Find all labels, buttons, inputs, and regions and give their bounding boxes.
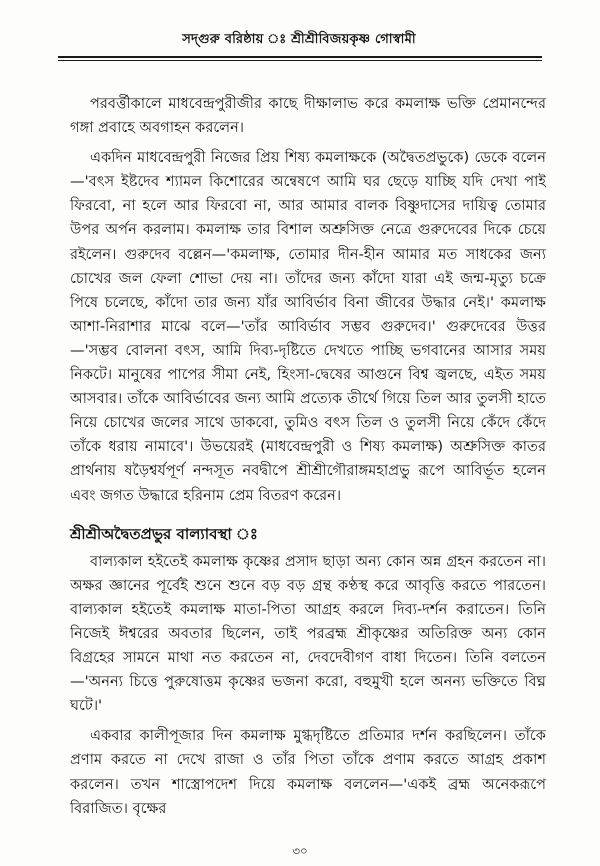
header-rule-thin xyxy=(58,60,542,61)
section-heading: শ্রীশ্রীঅদ্বৈতপ্রভুর বাল্যাবস্থা ঃ xyxy=(70,524,258,543)
page-number: ৩০ xyxy=(292,844,308,858)
page-body xyxy=(70,92,546,827)
header-rule xyxy=(58,56,542,58)
paragraph-1: পরবর্ত্তীকালে মাধবেন্দ্রপুরীজীর কাছে দীক্ষালাভ করে কমলাক্ষ ভক্তি প্রেমানন্দের গঙ্গা প্রবাহে অবগাহন করলেন। xyxy=(70,95,546,137)
running-header: সদ্গুরু বরিষ্ঠায় ঃ শ্রীশ্রীবিজয়কৃষ্ণ গোস্বামী xyxy=(182,32,416,47)
paragraph-4: একবার কালীপূজার দিন কমলাক্ষ মুগ্ধদৃষ্টিতে প্রতিমার দর্শন করছিলেন। তাঁকে প্রণাম করতে না দেখে রাজা ও তাঁর পিতা তাঁকে প্রণাম করতে আগ্রহ প্রকাশ করলেন। তখন শাস্ত্রোপদেশ দিয়ে কমলাক্ষ বললেন—'একই ব্রহ্ম অনেকরূপে বিরাজিত। বৃক্ষের xyxy=(70,727,546,817)
paragraph-2: একদিন মাধবেন্দ্রপুরী নিজের প্রিয় শিষ্য কমলাক্ষকে (অদ্বৈতপ্রভুকে) ডেকে বলেন—'বৎস ইষ্টদেব শ্যামল কিশোরের অন্বেষণে আমি ঘর ছেড়ে যাচ্ছি যদি দেখা পাই ফিরবো, না হলে আর ফিরবো না, আর আমার বালক বিষ্ণুদাসের দায়িত্ব তোমার উপর অর্পন করলাম। কমলাক্ষ তার বিশাল অশ্রুসিক্ত নেত্রে গুরুদেবের দিকে চেয়ে রইলেন। গুরুদেব বল্লেন—'কমলাক্ষ, তোমার দীন-হীন আমার মত সাধকের জন্য চোখের জল ফেলা শোভা দেয় না। তাঁদের জন্য কাঁদো যারা এই জন্ম-মৃত্যু চক্রে পিষে চলেছে, কাঁদো তার জন্য যাঁর আবির্ভাব বিনা জীবের উদ্ধার নেই।' কমলাক্ষ আশা-নিরাশার মাঝে বলে—'তাঁর আবির্ভাব সম্ভব গুরুদেব।' গুরুদেবের উত্তর—'সম্ভব বোলনা বৎস, আমি দিব্য-দৃষ্টিতে দেখতে পাচ্ছি ভগবানের আসার সময় নিকটে। মানুষের পাপের সীমা নেই, হিংসা-দ্বেষের আগুনে বিশ্ব জ্বলছে, এইত সময় আসবার। তাঁকে আবির্ভাবের জন্য আমি প্রত্যেক তীর্থে গিয়ে তিল আর তুলসী হাতে নিয়ে চোখের জলের সাথে ডাকবো, তুমিও বৎস তিল ও তুলসী নিয়ে কেঁদে কেঁদে তাঁকে ধরায় নামাবে'। উভয়েরই (মাধবেন্দ্রপুরী ও শিষ্য কমলাক্ষ) অশ্রুসিক্ত কাতর প্রার্থনায় ষড়ৈশ্বর্যপূর্ণ নন্দসূত নবদ্বীপে শ্রীশ্রীগৌরাঙ্গমহাপ্রভু রূপে আবির্ভূত হলেন এবং জগত উদ্ধারে হরিনাম প্রেম বিতরণ করেন। xyxy=(70,149,546,504)
paragraph-3: বাল্যকাল হইতেই কমলাক্ষ কৃষ্ণের প্রসাদ ছাড়া অন্য কোন অন্ন গ্রহন করতেন না। অক্ষর জ্ঞানের পূর্বেই শুনে শুনে বড় বড় গ্রন্থ কণ্ঠস্থ করে আবৃত্তি করতে পারতেন। বাল্যকাল হইতেই কমলাক্ষ মাতা-পিতা আগ্রহ করলে দিব্য-দর্শন করাতেন। তিনি নিজেই ঈশ্বরের অবতার ছিলেন, তাই পরব্রহ্ম শ্রীকৃষ্ণের অতিরিক্ত অন্য কোন বিগ্রহের সামনে মাথা নত করতেন না, দেবদেবীগণ বাধা দিতেন। তিনি বলতেন—'অনন্য চিত্তে পুরুষোত্তম কৃষ্ণের ভজনা করো, বহুমুখী হলে অনন্য ভক্তিতে বিঘ্ন ঘটে।' xyxy=(70,552,546,715)
